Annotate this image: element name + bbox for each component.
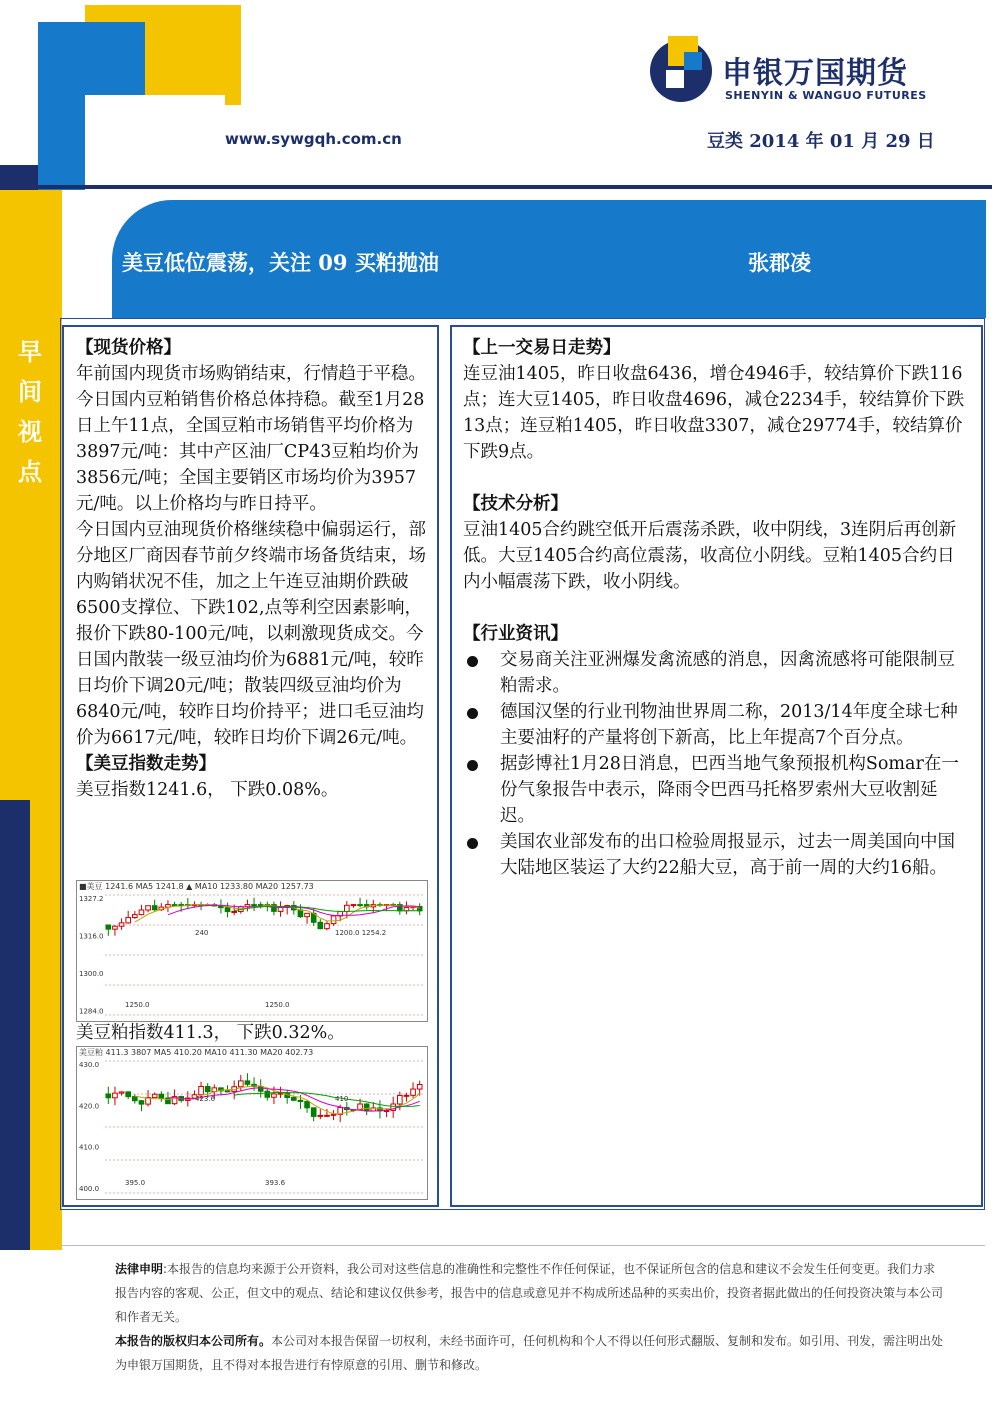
chart1-header: ■美豆 1241.6 MA5 1241.8 ▲ MA10 1233.80 MA20 1257.73 bbox=[79, 882, 314, 891]
candle-body bbox=[232, 911, 237, 912]
candle-body bbox=[272, 1094, 277, 1097]
candle-body bbox=[265, 1091, 270, 1097]
candle-body bbox=[238, 1081, 243, 1087]
list-item: 交易商关注亚洲爆发禽流感的消息，因禽流感将可能限制豆粕需求。 bbox=[463, 647, 968, 699]
candle-body bbox=[159, 1094, 164, 1098]
candle-body bbox=[199, 1086, 204, 1094]
candle-body bbox=[311, 1108, 316, 1117]
candle-body bbox=[291, 1097, 296, 1100]
company-logo-icon bbox=[646, 34, 716, 104]
company-name-cn: 申银万国期货 bbox=[722, 56, 908, 91]
soy-index-value: 美豆指数1241.6， 下跌0.08%。 bbox=[76, 780, 339, 800]
copyright-text: 本公司对本报告保留一切权利，未经书面许可，任何机构和个人不得以任何形式翻版、复制和发布。如引用、刊发，需注明出处为申银万国期货，且不得对本报告进行有悖原意的引用、删节和修改。 bbox=[115, 1334, 944, 1372]
spot-price-intro: 年前国内现货市场购销结束，行情趋于平稳。 bbox=[76, 364, 426, 384]
candle-body bbox=[305, 913, 310, 916]
candle-body bbox=[404, 1095, 409, 1096]
chart-tick-label: 240 bbox=[195, 929, 209, 937]
list-item: 美国农业部发布的出口检验周报显示，过去一周美国向中国大陆地区装运了大约22船大豆，高于前一周的大约16船。 bbox=[463, 829, 968, 881]
left-column bbox=[76, 335, 428, 803]
candle-body bbox=[225, 908, 230, 912]
report-headline: 美豆低位震荡，关注 09 买粕抛油 bbox=[122, 250, 439, 275]
chart2-header: 美豆粕 411.3 3807 MA5 410.20 MA10 411.30 MA20 402.73 bbox=[79, 1048, 314, 1057]
candle-body bbox=[205, 1086, 210, 1091]
candle-body bbox=[364, 1104, 369, 1111]
industry-news-list bbox=[463, 647, 968, 881]
candle-body bbox=[258, 1086, 263, 1091]
candle-body bbox=[358, 905, 363, 906]
candle-body bbox=[298, 1100, 303, 1101]
report-date: 豆类 2014 年 01 月 29 日 bbox=[707, 131, 935, 152]
candle-body bbox=[132, 915, 137, 918]
legal-text: :本报告的信息均来源于公开资料，我公司对这些信息的准确性和完整性不作任何保证，也不保证所包含的信息和建议不会发生任何变更。我们力求报告内容的客观、公正，但文中的观点、结论和建议仅供参考，报告中的信息或意见并不构成所述品种的买卖出价，投资者据此做出的任何投资决策与本公司和作者无关。 bbox=[115, 1262, 944, 1324]
spot-price-heading: 【现货价格】 bbox=[76, 338, 181, 358]
sidebar-label: 早间视点 bbox=[18, 337, 42, 486]
candle-body bbox=[351, 905, 356, 906]
chart-tick-label: 1327.2 bbox=[79, 895, 104, 903]
chart-tick-label: 410.0 bbox=[79, 1143, 100, 1152]
candle-body bbox=[172, 905, 177, 906]
technical-analysis-text: 豆油1405合约跳空低开后震荡杀跌，收中阴线，3连阴后再创新低。大豆1405合约高位震荡，收高位小阴线。豆粕1405合约日内小幅震荡下跌，收小阴线。 bbox=[463, 520, 957, 592]
meal-index-value: 美豆粕指数411.3， 下跌0.32%。 bbox=[76, 1023, 345, 1043]
chart-tick-label: 1250.0 bbox=[125, 1001, 150, 1009]
candle-body bbox=[152, 906, 157, 910]
chart-tick-label: 410 bbox=[335, 1095, 349, 1103]
candle-body bbox=[305, 1102, 310, 1108]
website-link[interactable]: www.sywgqh.com.cn bbox=[225, 130, 402, 148]
candle-body bbox=[132, 1097, 137, 1101]
copyright-label: 本报告的版权归本公司所有。 bbox=[115, 1334, 272, 1348]
bullet-icon bbox=[467, 656, 478, 667]
prev-day-text: 连豆油1405，昨日收盘6436，增仓4946手，较结算价下跌116点；连大豆1405，昨日收盘4696，减仓2234手，较结算价下跌13点；连豆粕1405，昨日收盘3307，减仓29774手，较结算价下跌9点。 bbox=[463, 364, 965, 462]
candle-body bbox=[119, 1092, 124, 1093]
list-item: 德国汉堡的行业刊物油世界周二称，2013/14年度全球七种主要油籽的产量将创下新高，比上年提高7个百分点。 bbox=[463, 699, 968, 751]
chart-tick-label: 393.6 bbox=[265, 1179, 286, 1187]
candle-body bbox=[417, 907, 422, 911]
soymeal-spot-paragraph: 今日国内豆粕销售价格总体持稳。截至1月28日上午11点，全国豆粕市场销售平均价格为3897元/吨：其中产区油厂CP43豆粕均价为3856元/吨；全国主要销区市场均价为3957元/吨。以上价格均与昨日持平。 bbox=[76, 390, 425, 514]
chart-tick-label: 395.0 bbox=[125, 1179, 146, 1187]
chart-tick-label: 1316.0 bbox=[79, 932, 104, 941]
chart-tick-label: 430.0 bbox=[79, 1061, 100, 1069]
chart-tick-label: 423.6 bbox=[195, 1095, 216, 1103]
candle-body bbox=[318, 922, 323, 928]
chart-tick-label: 420.0 bbox=[79, 1102, 100, 1111]
candle-body bbox=[397, 1095, 402, 1104]
moving-average-line bbox=[135, 1086, 420, 1114]
candle-body bbox=[417, 1085, 422, 1090]
chart1-canvas bbox=[77, 881, 427, 1021]
header-rule bbox=[0, 185, 992, 189]
candle-body bbox=[146, 906, 151, 910]
technical-analysis-heading: 【技术分析】 bbox=[463, 494, 568, 514]
candle-body bbox=[245, 1081, 250, 1084]
candle-body bbox=[119, 923, 124, 926]
candle-body bbox=[318, 1115, 323, 1116]
sidebar-lower-band bbox=[0, 800, 30, 1250]
chart-tick-label: 1284.0 bbox=[79, 1007, 104, 1016]
footer-rule bbox=[60, 1245, 985, 1246]
us-soy-index-heading: 【美豆指数走势】 bbox=[76, 754, 216, 774]
candle-body bbox=[252, 905, 257, 906]
candle-body bbox=[325, 924, 330, 929]
candle-body bbox=[126, 918, 131, 923]
candle-body bbox=[325, 1115, 330, 1116]
prev-day-heading: 【上一交易日走势】 bbox=[463, 338, 621, 358]
legal-label: 法律申明 bbox=[115, 1262, 164, 1276]
candle-body bbox=[411, 1089, 416, 1095]
candle-body bbox=[139, 1101, 144, 1104]
chart-tick-label: 400.0 bbox=[79, 1184, 100, 1193]
company-name-en: SHENYIN & WANGUO FUTURES bbox=[725, 89, 927, 102]
chart-tick-label: 1250.0 bbox=[265, 1001, 290, 1009]
candle-body bbox=[152, 1094, 157, 1097]
candle-body bbox=[331, 916, 336, 924]
legal-disclaimer bbox=[115, 1257, 945, 1377]
soyoil-spot-paragraph: 今日国内豆油现货价格继续稳中偏弱运行，部分地区厂商因春节前夕终端市场备货结束，场内购销状况不佳，加之上午连豆油期价跌破6500支撑位、下跌102,点等利空因素影响，报价下跌80-100元/吨，以刺激现货成交。今日国内散装一级豆油均价为6881元/吨，较昨日均价下调20元/吨；散装四级豆油均价为6840元/吨，较昨日均价持平；进口毛豆油均价为6617元/吨，较昨日均价下调26元/吨。 bbox=[76, 520, 426, 748]
bullet-icon bbox=[467, 838, 478, 849]
report-author: 张郡凌 bbox=[748, 250, 811, 275]
soymeal-candlestick-chart bbox=[76, 1046, 428, 1200]
header-decoration-white bbox=[85, 95, 225, 190]
list-item: 据彭博社1月28日消息，巴西当地气象预报机构Somar在一份气象报告中表示，降雨令巴西马托格罗索州大豆收割延迟。 bbox=[463, 751, 968, 829]
soybean-candlestick-chart bbox=[76, 880, 428, 1022]
candle-body bbox=[139, 910, 144, 915]
candle-body bbox=[225, 1091, 230, 1092]
candle-body bbox=[106, 925, 111, 929]
candle-body bbox=[278, 907, 283, 911]
industry-news-heading: 【行业资讯】 bbox=[463, 624, 568, 644]
chart-tick-label: 1300.0 bbox=[79, 970, 104, 978]
bullet-icon bbox=[467, 760, 478, 771]
chart2-canvas bbox=[77, 1047, 427, 1199]
candle-body bbox=[344, 905, 349, 911]
candle-body bbox=[258, 905, 263, 906]
candle-body bbox=[113, 1093, 118, 1098]
chart-tick-label: 1200.0 1254.2 bbox=[335, 929, 387, 937]
bullet-icon bbox=[467, 708, 478, 719]
candle-body bbox=[113, 926, 118, 929]
candle-body bbox=[331, 1114, 336, 1115]
candle-body bbox=[106, 1094, 111, 1098]
right-column bbox=[463, 335, 968, 881]
candle-body bbox=[126, 1092, 131, 1097]
candle-body bbox=[298, 910, 303, 917]
